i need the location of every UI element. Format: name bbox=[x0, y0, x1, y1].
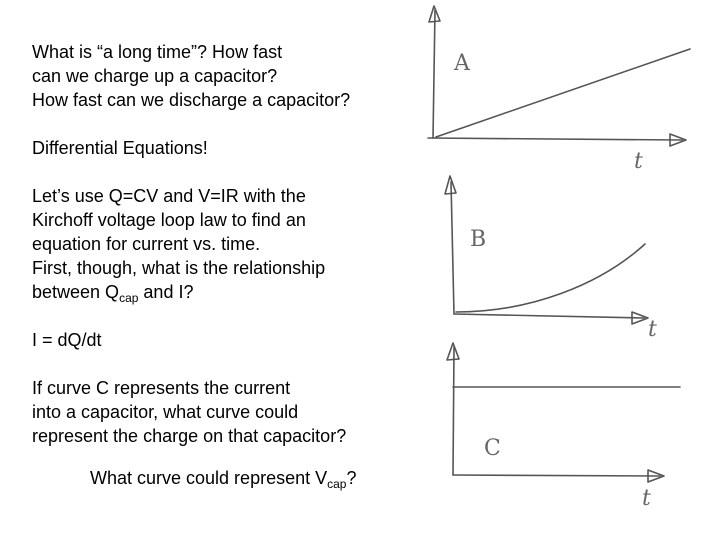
axis-label: t bbox=[634, 149, 643, 174]
text-line bbox=[32, 280, 325, 304]
sketch-graph-b bbox=[420, 170, 710, 345]
curve-b bbox=[456, 244, 645, 312]
subscript: cap bbox=[119, 291, 139, 305]
axis-label: t bbox=[642, 486, 651, 511]
text-line: How fast can we discharge a capacitor? bbox=[32, 90, 351, 110]
y-axis-arrow bbox=[447, 343, 459, 360]
text-line: I = dQ/dt bbox=[32, 330, 102, 350]
text-line: equation for current vs. time. bbox=[32, 234, 261, 254]
text-line: into a capacitor, what curve could bbox=[32, 402, 299, 422]
x-axis bbox=[428, 138, 682, 140]
subscript: cap bbox=[327, 477, 347, 491]
sketch-label: C bbox=[484, 436, 501, 461]
text-line: First, though, what is the relationship bbox=[32, 258, 326, 278]
text-line: Let’s use Q=CV and V=IR with the bbox=[32, 186, 306, 206]
differential-equations-heading bbox=[32, 136, 208, 160]
sketch-graph-c bbox=[420, 335, 710, 510]
kirchoff-paragraph bbox=[32, 184, 325, 304]
question-long-time bbox=[32, 40, 350, 112]
y-axis bbox=[451, 182, 454, 314]
vcap-question bbox=[90, 466, 357, 490]
text-line: Differential Equations! bbox=[32, 138, 208, 158]
y-axis bbox=[433, 10, 435, 138]
x-axis bbox=[454, 314, 644, 318]
axis-label: t bbox=[648, 317, 657, 342]
current-definition bbox=[32, 328, 102, 352]
text-fragment: What curve could represent V bbox=[90, 468, 328, 488]
text-line: represent the charge on that capacitor? bbox=[32, 426, 347, 446]
curve-c-question bbox=[32, 376, 346, 448]
text-fragment: ? bbox=[346, 468, 357, 488]
text-line: What is “a long time”? How fast bbox=[32, 42, 283, 62]
text-fragment: and I? bbox=[138, 282, 194, 302]
sketch-label: A bbox=[454, 51, 470, 76]
text-line: can we charge up a capacitor? bbox=[32, 66, 278, 86]
text-line bbox=[90, 466, 357, 490]
text-line: Kirchoff voltage loop law to find an bbox=[32, 210, 306, 230]
y-axis bbox=[453, 347, 454, 475]
text-fragment: between Q bbox=[32, 282, 120, 302]
curve-a bbox=[436, 49, 690, 137]
sketch-label: B bbox=[470, 227, 487, 252]
sketch-graph-a bbox=[420, 0, 710, 175]
text-line: If curve C represents the current bbox=[32, 378, 291, 398]
x-axis bbox=[453, 475, 660, 476]
